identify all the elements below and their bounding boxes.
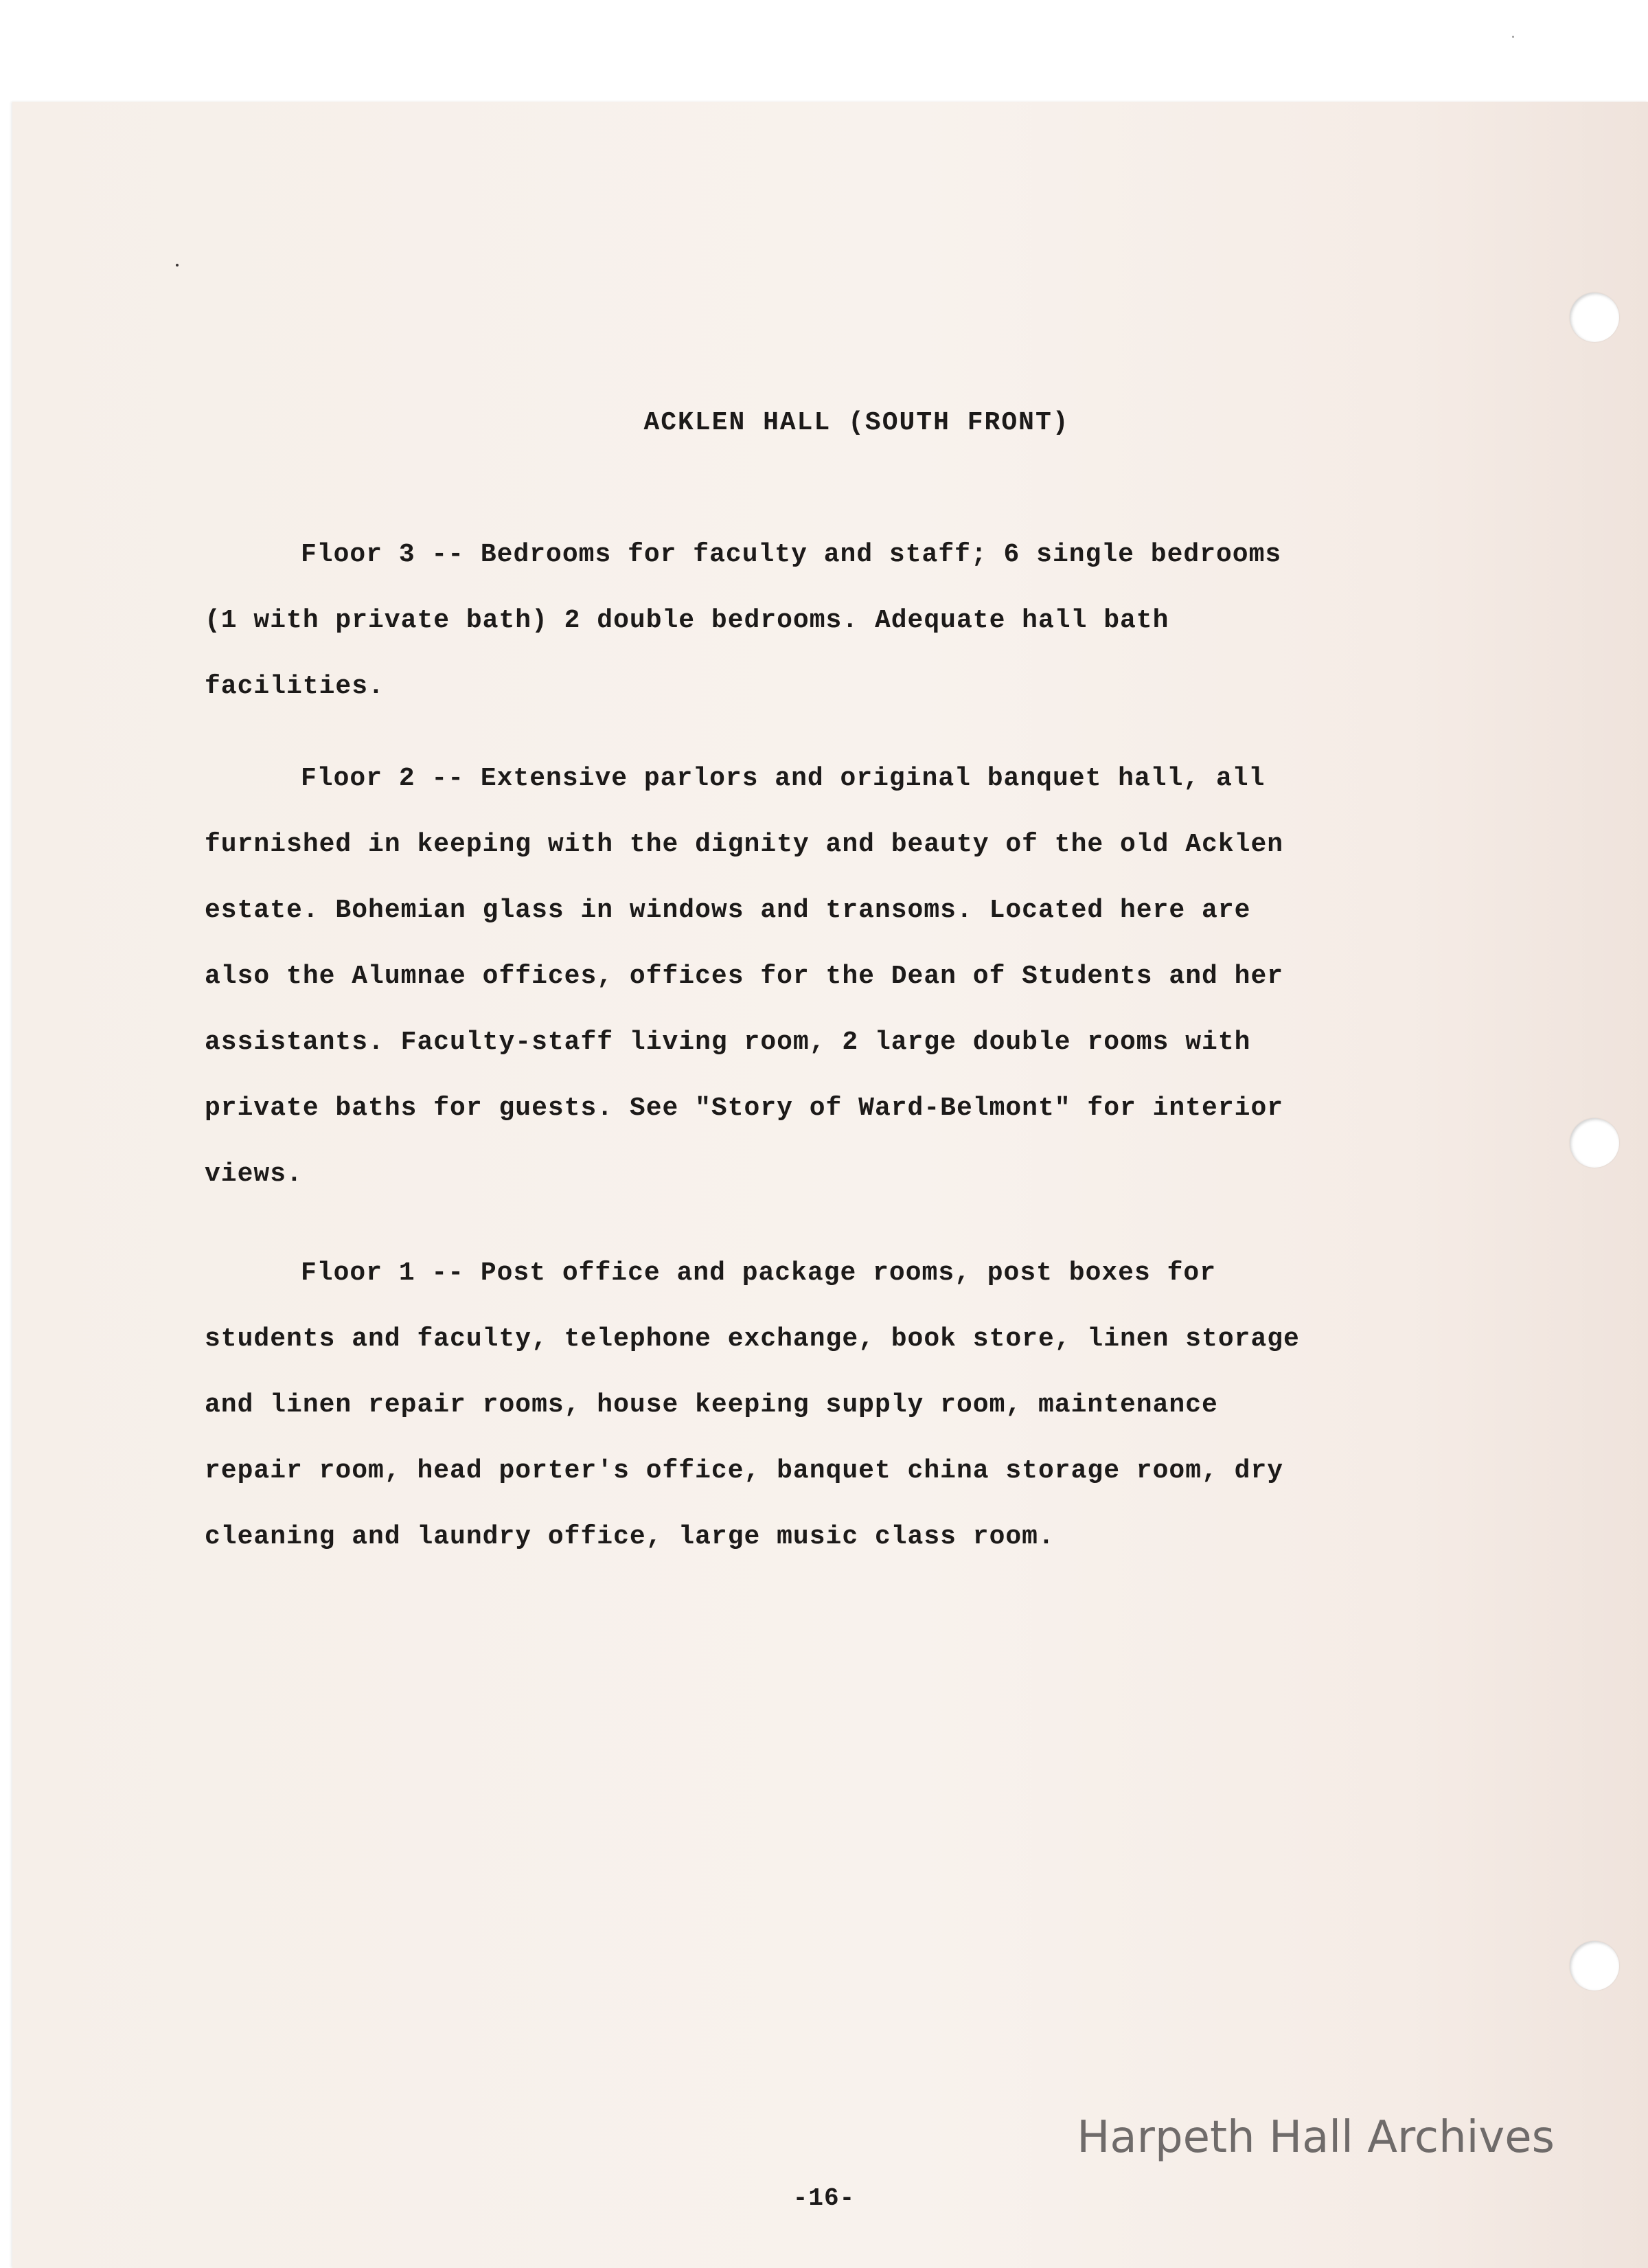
paper-speck [1512, 36, 1514, 38]
paragraph-line: students and faculty, telephone exchange, book store, linen storage [205, 1324, 1300, 1354]
paragraph-line: private baths for guests. See "Story of Ward-Belmont" for interior [205, 1093, 1284, 1123]
paper-speck [176, 264, 179, 267]
paragraph-line: assistants. Faculty-staff living room, 2 large double rooms with [205, 1028, 1251, 1057]
punch-hole-top [1570, 293, 1619, 342]
paragraph-line: views. [205, 1159, 303, 1189]
punch-hole-middle [1570, 1118, 1619, 1168]
paragraph-line: Floor 3 -- Bedrooms for faculty and staff; 6 single bedrooms [301, 540, 1282, 569]
page-title: ACKLEN HALL (SOUTH FRONT) [643, 408, 1070, 438]
paragraph-floor-1 [205, 1240, 1300, 1570]
paragraph-line: repair room, head porter's office, banquet china storage room, dry [205, 1456, 1284, 1486]
paragraph-line: furnished in keeping with the dignity and beauty of the old Acklen [205, 830, 1284, 859]
paragraph-line: cleaning and laundry office, large music class room. [205, 1522, 1055, 1552]
paragraph-line: also the Alumnae offices, offices for the Dean of Students and her [205, 962, 1284, 991]
punch-hole-bottom [1570, 1941, 1619, 1991]
paragraph-line: and linen repair rooms, house keeping supply room, maintenance [205, 1390, 1218, 1420]
paragraph-floor-2 [205, 746, 1283, 1207]
archive-watermark: Harpeth Hall Archives [1077, 2112, 1555, 2163]
paragraph-line: (1 with private bath) 2 double bedrooms. Adequate hall bath [205, 606, 1169, 635]
paragraph-line: Floor 1 -- Post office and package rooms, post boxes for [301, 1258, 1217, 1288]
paragraph-floor-3 [205, 522, 1281, 720]
paragraph-line: Floor 2 -- Extensive parlors and original banquet hall, all [301, 764, 1266, 793]
paragraph-line: estate. Bohemian glass in windows and transoms. Located here are [205, 896, 1251, 925]
page-number: -16- [792, 2184, 856, 2212]
paragraph-line: facilities. [205, 672, 385, 701]
